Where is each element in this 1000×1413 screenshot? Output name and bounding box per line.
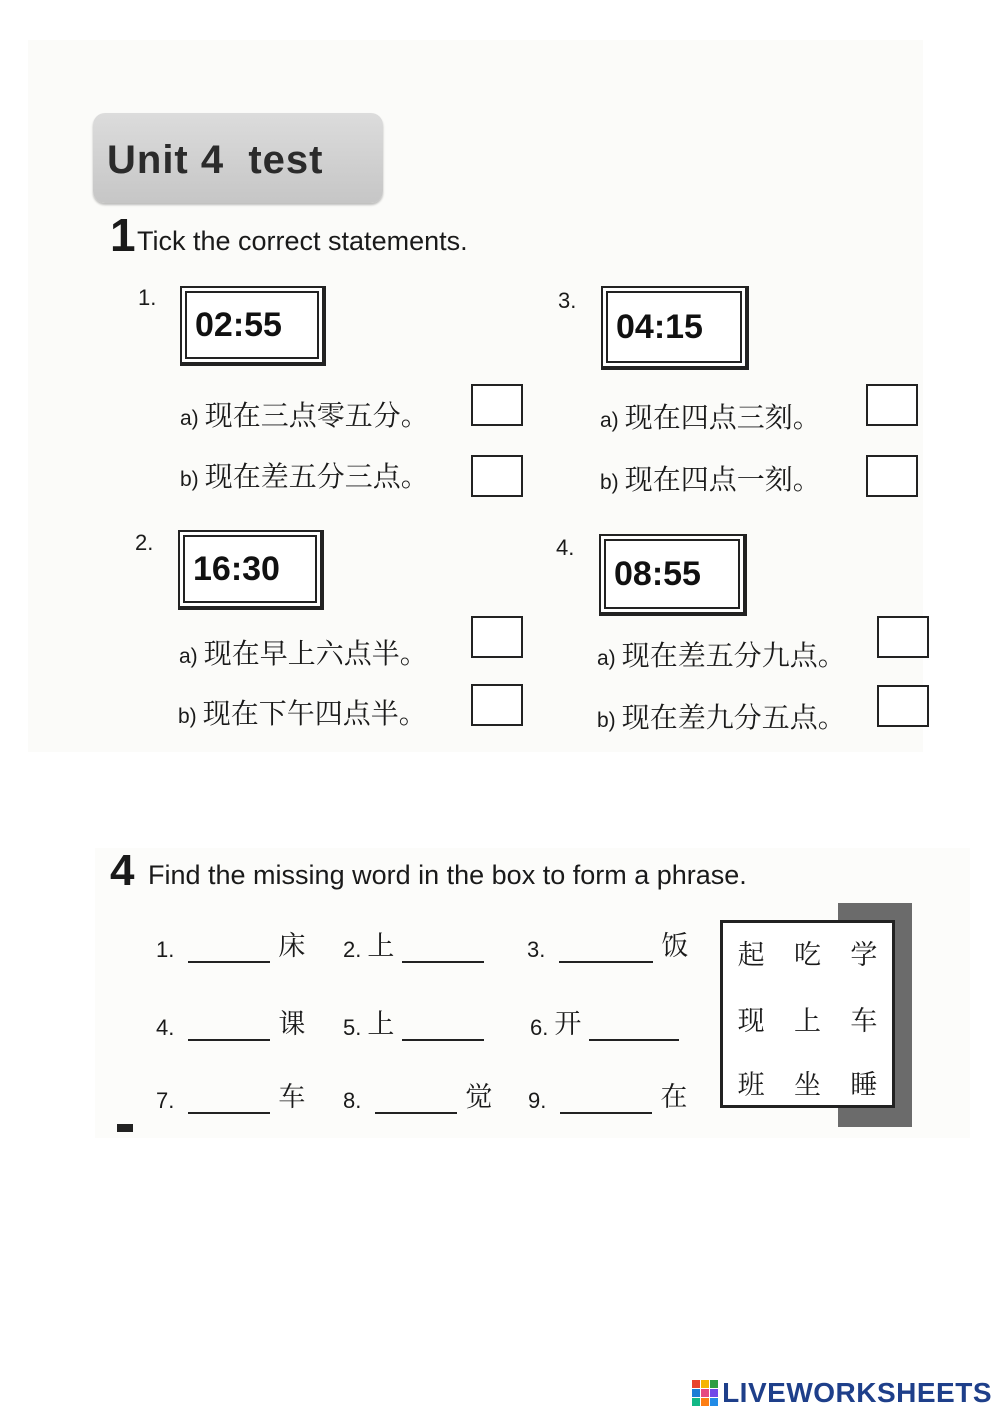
answer-blank-1[interactable] bbox=[188, 933, 270, 963]
item-number: 6. bbox=[530, 1015, 549, 1040]
answer-blank-5[interactable] bbox=[402, 1011, 484, 1041]
statement-label: b) bbox=[597, 709, 616, 732]
item-before: 开 bbox=[554, 1009, 582, 1040]
item-before: 上 bbox=[367, 931, 395, 962]
digital-clock bbox=[178, 530, 324, 610]
word: 起 bbox=[737, 940, 765, 971]
statement-b bbox=[600, 458, 821, 498]
item-number: 8. bbox=[343, 1088, 362, 1113]
item-after: 床 bbox=[278, 931, 306, 962]
word-row bbox=[723, 1063, 892, 1102]
logo-text: LIVEWORKSHEETS bbox=[722, 1377, 992, 1408]
phrase-item-7 bbox=[156, 1075, 305, 1114]
tick-box-q3a[interactable] bbox=[866, 384, 918, 426]
clock-time: 02:55 bbox=[185, 291, 319, 359]
section-1-number: 1 bbox=[110, 209, 136, 261]
liveworksheets-logo bbox=[692, 1377, 992, 1409]
phrase-item-6 bbox=[530, 1002, 687, 1041]
logo-square bbox=[701, 1398, 709, 1406]
item-number: 3. bbox=[527, 937, 546, 962]
word-box bbox=[720, 920, 895, 1108]
word: 现 bbox=[737, 1006, 765, 1037]
answer-blank-4[interactable] bbox=[188, 1011, 270, 1041]
statement-b bbox=[180, 455, 429, 495]
item-number: 2. bbox=[343, 937, 362, 962]
statement-b bbox=[597, 696, 846, 736]
statement-text: 现在四点三刻。 bbox=[624, 401, 821, 434]
word: 车 bbox=[850, 1006, 878, 1037]
statement-text: 现在三点零五分。 bbox=[204, 399, 429, 432]
tick-box-q1a[interactable] bbox=[471, 384, 523, 426]
logo-square bbox=[710, 1380, 718, 1388]
section-4-number: 4 bbox=[110, 846, 135, 895]
word: 睡 bbox=[850, 1070, 878, 1101]
cut-off-section-marker bbox=[117, 1124, 133, 1132]
section-1-instruction: Tick the correct statements. bbox=[137, 226, 468, 256]
question-number: 4. bbox=[556, 535, 575, 560]
word: 班 bbox=[737, 1070, 765, 1101]
answer-blank-8[interactable] bbox=[375, 1084, 457, 1114]
phrase-item-5 bbox=[343, 1002, 492, 1041]
answer-blank-2[interactable] bbox=[402, 933, 484, 963]
logo-grid-icon bbox=[692, 1380, 718, 1406]
item-after: 课 bbox=[278, 1009, 306, 1040]
statement-text: 现在差五分三点。 bbox=[204, 460, 429, 493]
item-after: 饭 bbox=[661, 931, 689, 962]
clock-time: 04:15 bbox=[606, 291, 742, 363]
statement-label: b) bbox=[600, 471, 619, 494]
item-number: 9. bbox=[528, 1088, 547, 1113]
statement-label: a) bbox=[600, 409, 619, 432]
statement-text: 现在差九分五点。 bbox=[621, 701, 846, 734]
logo-square bbox=[692, 1380, 700, 1388]
logo-square bbox=[710, 1398, 718, 1406]
phrase-item-9 bbox=[528, 1075, 687, 1114]
statement-label: a) bbox=[179, 645, 198, 668]
clock-time: 08:55 bbox=[604, 539, 740, 609]
statement-a bbox=[180, 394, 429, 434]
unit-title: Unit 4 test bbox=[107, 138, 324, 182]
tick-box-q2a[interactable] bbox=[471, 616, 523, 658]
word: 上 bbox=[793, 1006, 821, 1037]
phrase-item-8 bbox=[343, 1075, 492, 1114]
statement-a bbox=[179, 632, 428, 672]
digital-clock bbox=[599, 534, 747, 616]
answer-blank-9[interactable] bbox=[560, 1084, 652, 1114]
statement-label: a) bbox=[180, 407, 199, 430]
statement-label: b) bbox=[178, 705, 197, 728]
phrase-item-3 bbox=[527, 924, 688, 963]
word-row bbox=[723, 933, 892, 972]
item-number: 7. bbox=[156, 1088, 175, 1113]
section-4-instruction: Find the missing word in the box to form a phrase. bbox=[148, 860, 747, 890]
digital-clock bbox=[601, 286, 749, 370]
answer-blank-3[interactable] bbox=[559, 933, 653, 963]
clock-time: 16:30 bbox=[183, 535, 317, 603]
logo-square bbox=[692, 1389, 700, 1397]
tick-box-q4b[interactable] bbox=[877, 685, 929, 727]
phrase-item-2 bbox=[343, 924, 492, 963]
digital-clock bbox=[180, 286, 326, 366]
item-number: 4. bbox=[156, 1015, 175, 1040]
phrase-item-4 bbox=[156, 1002, 305, 1041]
statement-b bbox=[178, 692, 427, 732]
item-number: 5. bbox=[343, 1015, 362, 1040]
logo-square bbox=[710, 1389, 718, 1397]
question-number: 1. bbox=[138, 285, 157, 310]
statement-text: 现在差五分九点。 bbox=[621, 639, 846, 672]
item-after: 车 bbox=[278, 1082, 306, 1113]
logo-square bbox=[701, 1389, 709, 1397]
word: 坐 bbox=[793, 1070, 821, 1101]
item-number: 1. bbox=[156, 937, 175, 962]
item-before: 上 bbox=[367, 1009, 395, 1040]
word-row bbox=[723, 999, 892, 1038]
logo-square bbox=[701, 1380, 709, 1388]
statement-text: 现在早上六点半。 bbox=[203, 637, 428, 670]
question-number: 3. bbox=[558, 288, 577, 313]
tick-box-q1b[interactable] bbox=[471, 455, 523, 497]
tick-box-q3b[interactable] bbox=[866, 455, 918, 497]
word: 吃 bbox=[793, 940, 821, 971]
statement-text: 现在下午四点半。 bbox=[202, 697, 427, 730]
item-after: 在 bbox=[660, 1082, 688, 1113]
phrase-item-1 bbox=[156, 924, 305, 963]
answer-blank-6[interactable] bbox=[589, 1011, 679, 1041]
statement-a bbox=[600, 396, 821, 436]
statement-label: a) bbox=[597, 647, 616, 670]
word: 学 bbox=[850, 940, 878, 971]
question-number: 2. bbox=[135, 530, 154, 555]
answer-blank-7[interactable] bbox=[188, 1084, 270, 1114]
tick-box-q4a[interactable] bbox=[877, 616, 929, 658]
logo-square bbox=[692, 1398, 700, 1406]
item-after: 觉 bbox=[465, 1082, 493, 1113]
statement-a bbox=[597, 634, 846, 674]
statement-text: 现在四点一刻。 bbox=[624, 463, 821, 496]
tick-box-q2b[interactable] bbox=[471, 684, 523, 726]
statement-label: b) bbox=[180, 468, 199, 491]
